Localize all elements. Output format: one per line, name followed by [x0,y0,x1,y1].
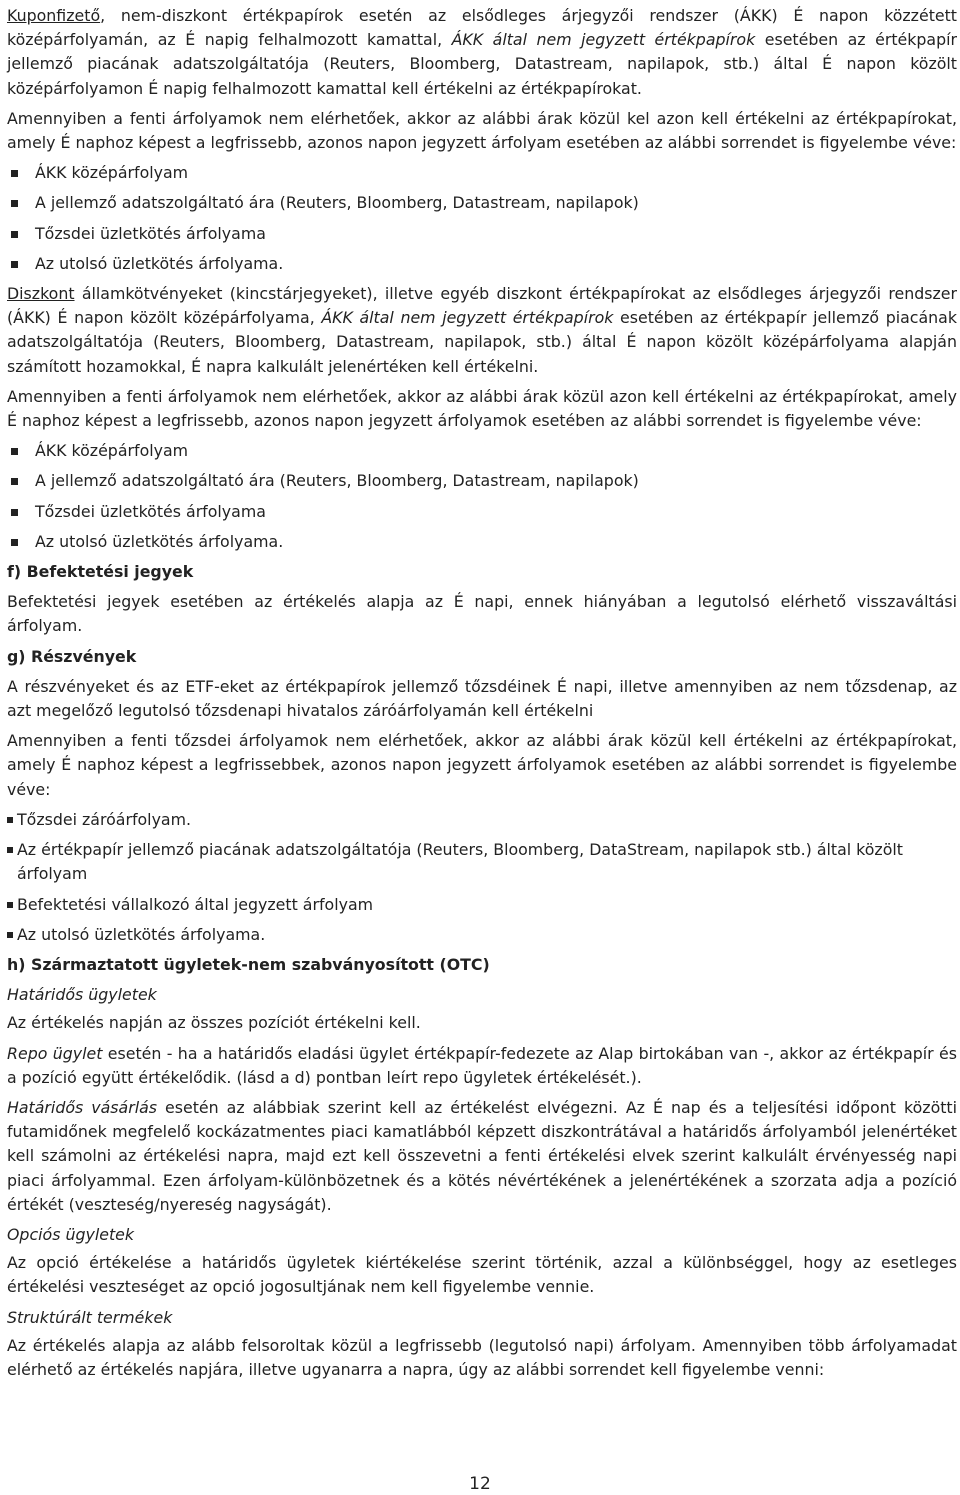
section-heading-f: f) Befektetési jegyek [7,562,194,582]
page-number: 12 [469,1474,491,1494]
italic-term: Határidős vásárlás [7,1097,158,1117]
paragraph-investment-units: Befektetési jegyek esetében az értékelés alapja az É napi, ennek hiányában a legutolsó elérhető visszaváltási árfolyam. [7,592,957,636]
paragraph-forwards: Az értékelés napján az összes pozíciót értékelni kell. [7,1013,421,1033]
shares-price-list [7,808,957,947]
list-item: ÁKK középárfolyam [7,439,957,463]
italic-term: Repo ügylet [7,1043,103,1063]
list-item: A jellemző adatszolgáltató ára (Reuters, Bloomberg, Datastream, napilapok) [7,191,957,215]
list-item: Tőzsdei záróárfolyam. [7,808,957,832]
document-page [7,4,957,1388]
paragraph-fallback-prices-2: Amennyiben a fenti árfolyamok nem elérhetőek, akkor az alábbi árak közül azon kell értékelni az értékpapírokat, amely É naphoz képest a legfrissebb, azonos napon jegyzett árfolyamok esetében az alábbi sorrendet is figyelembe véve: [7,386,957,431]
paragraph-text: esetében az értékpapír jellemző piacának adatszolgáltatója (Reuters, Bloomberg, Datastream, napilapok, stb.) által É napon közölt középárfolyamon É napig felhalmozott kamattal kell értékelni az értékpapírokat. [7,30,957,98]
price-priority-list-2 [7,439,957,554]
list-item: Befektetési vállalkozó által jegyzett árfolyam [7,893,957,917]
price-priority-list [7,161,957,276]
subheading-forwards: Határidős ügyletek [7,985,157,1005]
paragraph-shares: A részvényeket és az ETF-eket az értékpapírok jellemző tőzsdéinek É napi, illetve amennyiben az nem tőzsdenap, az azt megelőző legutolsó tőzsdenapi hivatalos záróárfolyamán kell értékelni [7,676,957,721]
subheading-structured-products: Struktúrált termékek [7,1307,173,1327]
paragraph-text: esetében az értékpapír jellemző piacának adatszolgáltatója (Reuters, Bloomberg, Datastream, napilapok, stb.) által É napon közölt középárfolyama alapján számított hozamokkal, É napra kalkulált jelenértéken kell értékelni. [7,308,958,376]
list-item: ÁKK középárfolyam [7,161,957,185]
paragraph-fallback-prices: Amennyiben a fenti árfolyamok nem elérhetőek, akkor az alábbi árak közül kel azon kell értékelni az értékpapírokat, amely É naphoz képest a legfrissebb, azonos napon jegyzett árfolyam esetében az alábbi sorrendet is figyelembe véve: [7,108,957,153]
paragraph-text: esetén - ha a határidős eladási ügylet értékpapír-fedezete az Alap birtokában van -, akkor az értékpapír és a pozíció együtt értékelődik. (lásd a d) pontban leírt repo ügyletek értékelését.). [7,1043,957,1087]
list-item: Tőzsdei üzletkötés árfolyama [7,500,957,524]
paragraph-options: Az opció értékelése a határidős ügyletek kiértékelése szerint történik, azzal a különbséggel, hogy az esetleges értékelési veszteséget az opció jogosultjának nem kell figyelembe vennie. [7,1253,957,1297]
paragraph-discount-bonds [7,282,957,379]
paragraph-text: államkötvényeket (kincstárjegyeket), illetve egyéb diszkont értékpapírokat az elsődleges árjegyzői rendszer (ÁKK) É napon közölt középárfolyama, [7,284,957,328]
section-heading-h: h) Származtatott ügyletek-nem szabványosított (OTC) [7,954,490,974]
paragraph-coupon-bonds [7,4,957,101]
list-item: Az utolsó üzletkötés árfolyama. [7,530,957,554]
italic-term: ÁKK által nem jegyzett értékpapírok [321,308,614,328]
term-diszkont: Diszkont [7,284,75,304]
term-kuponfizeto: Kuponfizető [7,6,101,25]
paragraph-shares-fallback: Amennyiben a fenti tőzsdei árfolyamok nem elérhetőek, akkor az alábbi árak közül kell értékelni az értékpapírokat, amely É naphoz képest a legfrissebbek, azonos napon jegyzett árfolyamok esetében az alábbi sorrendet is figyelembe véve: [7,731,957,799]
italic-term: ÁKK által nem jegyzett értékpapírok [451,30,756,50]
section-heading-g: g) Részvények [7,646,137,666]
list-item: A jellemző adatszolgáltató ára (Reuters, Bloomberg, Datastream, napilapok) [7,469,957,493]
paragraph-repo [7,1042,957,1090]
list-item: Az értékpapír jellemző piacának adatszolgáltatója (Reuters, Bloomberg, DataStream, napilapok stb.) által közölt árfolyam [7,838,957,886]
list-item: Az utolsó üzletkötés árfolyama. [7,252,957,276]
list-item: Az utolsó üzletkötés árfolyama. [7,923,957,947]
paragraph-structured-products: Az értékelés alapja az alább felsoroltak közül a legfrissebb (legutolsó napi) árfolyam. Amennyiben több árfolyamadat elérhető az értékelés napjára, illetve ugyanarra a napra, úgy az alábbi sorrendet kell figyelembe venni: [7,1335,957,1379]
subheading-options: Opciós ügyletek [7,1224,135,1244]
paragraph-text: esetén az alábbiak szerint kell az értékelést elvégezni. Az É nap és a teljesítési időpont közötti futamidőnek megfelelő kockázatmentes piaci kamatlábból képzett diszkontrátával a határidős árfolyamból jelenértéket kell számolni az értékelési napra, majd ezt kell összevetni a fenti értékelési elvek szerint kalkulált érvényesség napi piaci árfolyammal. Ezen árfolyam-különbözetnek és a kötés névértékének a jelenértékének a szorzata adja a pozíció értékét (veszteség/nyereség nagyságát). [7,1097,958,1214]
paragraph-forward-purchase [7,1096,957,1217]
list-item: Tőzsdei üzletkötés árfolyama [7,222,957,246]
paragraph-text: , nem-diszkont értékpapírok esetén az elsődleges árjegyzői rendszer (ÁKK) É napon közzétett középárfolyamán, az É napig felhalmozott kamattal, [7,6,957,50]
